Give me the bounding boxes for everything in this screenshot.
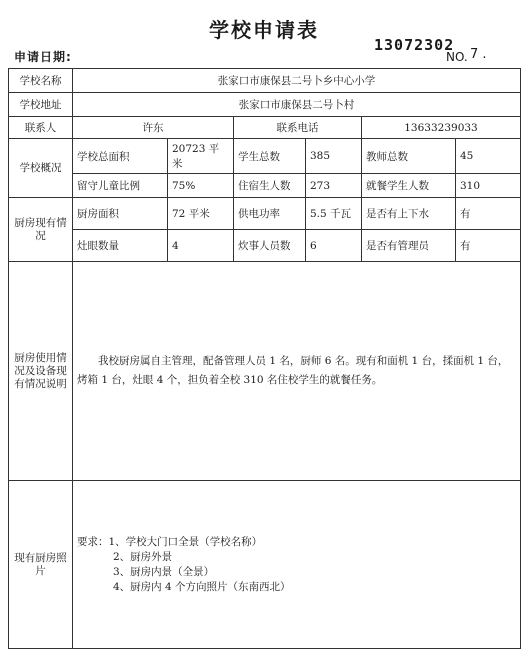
stove-count-value: 4 <box>168 230 234 262</box>
contact-name: 许东 <box>73 117 234 139</box>
requirement-item-3: 3、厨房内景（全景） <box>113 565 215 578</box>
contact-phone-value: 13633239033 <box>362 117 521 139</box>
application-form-table <box>8 68 521 649</box>
requirement-prefix: 要求： <box>77 535 109 548</box>
total-teachers-label: 教师总数 <box>362 139 456 174</box>
usage-description-label: 厨房使用情况及设备现有情况说明 <box>9 262 73 481</box>
cook-count-value: 6 <box>306 230 362 262</box>
kitchen-area-value: 72 平米 <box>168 198 234 230</box>
row-photos <box>9 481 521 649</box>
page-title: 学校申请表 <box>209 18 319 42</box>
total-teachers-value: 45 <box>456 139 521 174</box>
total-area-value: 20723 平米 <box>168 139 234 174</box>
manager-value: 有 <box>456 230 521 262</box>
row-kitchen-1 <box>9 198 521 230</box>
contact-label: 联系人 <box>9 117 73 139</box>
overview-label: 学校概况 <box>9 139 73 198</box>
school-name-value: 张家口市康保县二号卜乡中心小学 <box>73 69 521 93</box>
left-behind-ratio-label: 留守儿童比例 <box>73 174 168 198</box>
requirement-item-4: 4、厨房内 4 个方向照片（东南西北） <box>113 580 291 593</box>
number-label: NO. <box>446 50 468 64</box>
row-school-name <box>9 69 521 93</box>
left-behind-ratio-value: 75% <box>168 174 234 198</box>
boarding-students-label: 住宿生人数 <box>234 174 306 198</box>
dining-students-value: 310 <box>456 174 521 198</box>
row-contact <box>9 117 521 139</box>
dining-students-label: 就餐学生人数 <box>362 174 456 198</box>
row-school-address <box>9 93 521 117</box>
school-address-value: 张家口市康保县二号卜村 <box>73 93 521 117</box>
contact-phone-label: 联系电话 <box>234 117 362 139</box>
kitchen-photos-label: 现有厨房照片 <box>9 481 73 649</box>
power-supply-label: 供电功率 <box>234 198 306 230</box>
manager-label: 是否有管理员 <box>362 230 456 262</box>
serial-number: 13072302 <box>374 36 455 54</box>
requirement-item-1: 要求：1、学校大门口全景（学校名称） <box>77 535 263 548</box>
kitchen-status-label: 厨房现有情况 <box>9 198 73 262</box>
row-overview-2 <box>9 174 521 198</box>
usage-description-text: 我校厨房属自主管理，配备管理人员 1 名，厨师 6 名。现有和面机 1 台，揉面机 1 台，烤箱 1 台，灶眼 4 个，担负着全校 310 名住校学生的就餐任务。 <box>73 262 521 481</box>
power-supply-value: 5.5 千瓦 <box>306 198 362 230</box>
school-name-label: 学校名称 <box>9 69 73 93</box>
number-value: 7 . <box>470 47 487 62</box>
stove-count-label: 灶眼数量 <box>73 230 168 262</box>
total-area-label: 学校总面积 <box>73 139 168 174</box>
requirement-item-2: 2、厨房外景 <box>113 550 173 563</box>
water-supply-value: 有 <box>456 198 521 230</box>
school-address-label: 学校地址 <box>9 93 73 117</box>
row-overview-1 <box>9 139 521 174</box>
total-students-value: 385 <box>306 139 362 174</box>
kitchen-area-label: 厨房面积 <box>73 198 168 230</box>
row-kitchen-2 <box>9 230 521 262</box>
photo-requirements <box>73 481 521 649</box>
row-usage <box>9 262 521 481</box>
cook-count-label: 炊事人员数 <box>234 230 306 262</box>
application-date-label: 申请日期: <box>14 50 72 64</box>
boarding-students-value: 273 <box>306 174 362 198</box>
total-students-label: 学生总数 <box>234 139 306 174</box>
water-supply-label: 是否有上下水 <box>362 198 456 230</box>
